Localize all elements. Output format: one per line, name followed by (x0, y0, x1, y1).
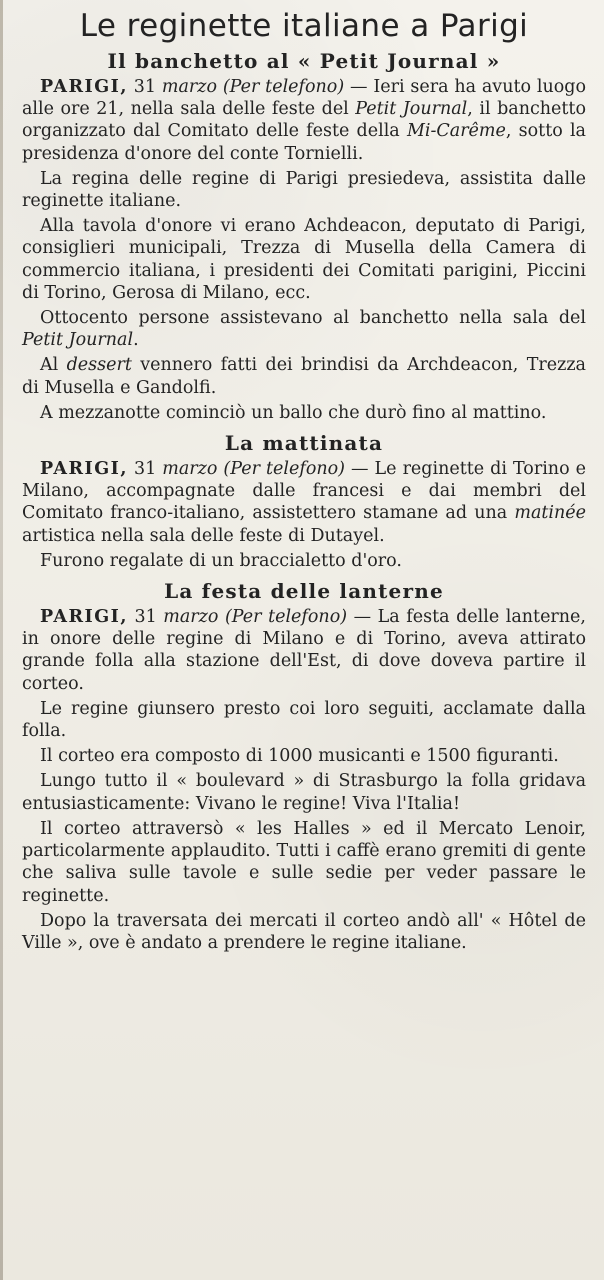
subhead-festa-lanterne: La festa delle lanterne (164, 579, 444, 604)
paragraph-lanterne-6: Dopo la traversata dei mercati il corteo andò all' « Hôtel de Ville », ove è andato a prendere le regine italiane. (22, 910, 586, 953)
body-text: , sotto la presidenza d'onore del conte Tornielli. (22, 121, 586, 164)
paragraph-lanterne-4: Lungo tutto il « boulevard » di Strasburgo la folla gridava entusiasticamente: Vivano le regine! Viva l'Italia! (22, 771, 586, 814)
italic-text: Petit Journal (355, 99, 468, 120)
date: 31 (127, 459, 163, 480)
date: 31 (127, 77, 162, 97)
subhead-mattinata: La mattinata (224, 431, 384, 456)
paragraph-mattinata-2: Furono regalate di un braccialetto d'oro. (40, 550, 402, 571)
paragraph-banchetto-1 (22, 76, 586, 165)
body-text: Ottocento persone assistevano al banchetto nella sala del (40, 308, 586, 329)
month: marzo (162, 459, 218, 480)
source: (Per telefono) (218, 607, 348, 628)
body-text: vennero fatti dei brindisi da Archdeacon, Trezza di Musella e Gandolfi. (22, 355, 586, 398)
paragraph-banchetto-4 (22, 307, 586, 351)
paragraph-banchetto-3: Alla tavola d'onore vi erano Achdeacon, deputato di Parigi, consiglieri municipali, Trezza di Musella della Camera di commercio italiana, i presidenti dei Comitati parigini, Piccini di Torino, Gerosa di Milano, ecc. (22, 216, 586, 303)
body-text: , il banchetto organizzato dal Comitato delle feste della (22, 99, 586, 142)
body-text: — Ieri sera ha avuto luogo alle ore 21, nella sala delle feste del (22, 77, 587, 120)
body-text: — La festa delle lanterne, in onore delle regine di Milano e di Torino, aveva attirato grande folla alla stazione dell'Est, di dove doveva partire il corteo. (22, 607, 586, 694)
article-headline: Le reginette italiane a Parigi (79, 8, 529, 44)
month: marzo (163, 607, 219, 628)
scan-edge (0, 0, 3, 1280)
source: (Per telefono) (217, 459, 345, 480)
dateline: PARIGI, (40, 459, 128, 480)
paragraph-banchetto-2: La regina delle regine di Parigi presiedeva, assistita dalle reginette italiane. (22, 168, 586, 212)
italic-text: Mi-Carême (406, 121, 506, 142)
paragraph-lanterne-3: Il corteo era composto di 1000 musicanti e 1500 figuranti. (40, 746, 559, 767)
paragraph-banchetto-6: A mezzanotte cominciò un ballo che durò fino al mattino. (40, 402, 547, 423)
italic-text: matinée (514, 503, 586, 524)
dateline: PARIGI, (40, 607, 128, 628)
body-text: — Le reginette di Torino e Milano, accompagnate dalle francesi e dai membri del Comitato franco-italiano, assistettero stamane ad una (22, 459, 586, 524)
italic-text: dessert (66, 355, 132, 376)
body-text: . (133, 330, 139, 351)
paragraph-lanterne-5: Il corteo attraversò « les Halles » ed il Mercato Lenoir, particolarmente applaudito. Tutti i caffè erano gremiti di gente che saliva sulle tavole e sulle sedie per veder passare le reginette. (22, 818, 586, 906)
body-text: artistica nella sala delle feste di Dutayel. (22, 525, 385, 546)
subhead-banchetto: Il banchetto al « Petit Journal » (107, 49, 501, 73)
italic-text: Petit Journal (22, 330, 134, 351)
paragraph-lanterne-1 (22, 606, 586, 695)
source: (Per telefono) (217, 77, 345, 97)
body-text: Al (40, 355, 67, 376)
month: marzo (161, 77, 217, 97)
date: 31 (127, 607, 164, 628)
dateline: PARIGI, (40, 77, 128, 97)
paragraph-mattinata-1 (22, 458, 586, 547)
paragraph-banchetto-5 (22, 354, 586, 398)
paragraph-lanterne-2: Le regine giunsero presto coi loro seguiti, acclamate dalla folla. (22, 698, 586, 742)
